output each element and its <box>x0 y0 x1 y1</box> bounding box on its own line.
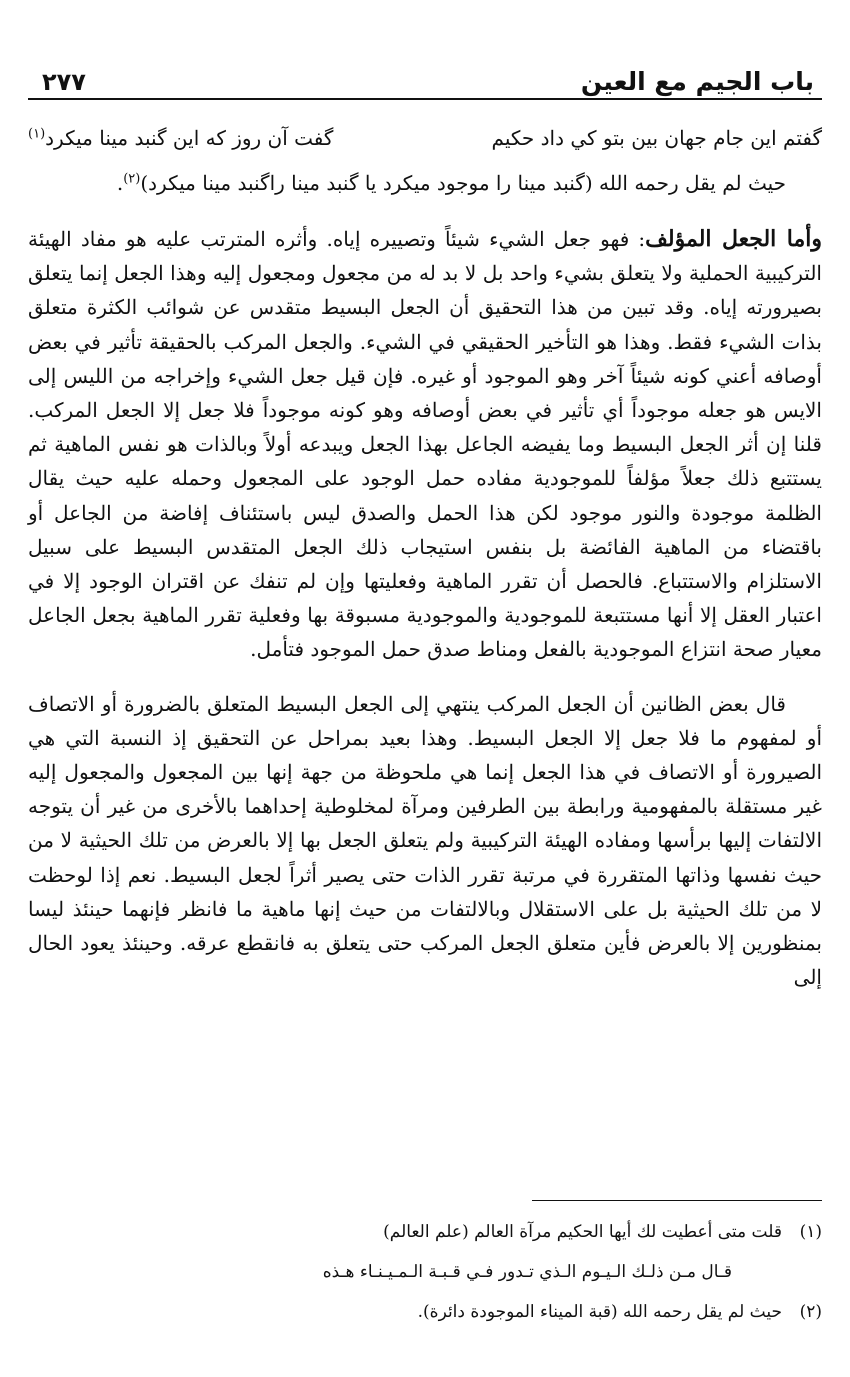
header-rule <box>28 98 822 100</box>
footnote-ref-2: (٢) <box>123 171 141 187</box>
main-paragraph-text: : فهو جعل الشيء شيئاً وتصييره إياه. وأثره المترتب عليه هو مفاد الهيئة التركيبية الحملية ولا يتعلق بشيء واحد بل لا بد له من مجعول ومجعول إليه وهذا الجعل إنما يتعلق بصيرورته إياه. وقد تبين من هذا التحقيق أن الجعل البسيط متقدس عن شوائب الكثرة متعلق بذات الشيء فقط. وهذا هو التأخير الحقيقي في الشيء. والجعل المركب بالحقيقة تأثير في بعض أوصافه أعني كونه شيئاً آخر وهو الموجود أو غيره. فإن قيل جعل الشيء وإخراجه من الليس إلى الايس هو جعله موجوداً أي تأثير في بعض أوصافه وهو كونه موجوداً فلا جعل إلا الجعل المركب. قلنا إن أثر الجعل البسيط وما يفيضه الجاعل بهذا الجعل ويبدعه أولاً وبالذات هو نفس الماهية ثم يستتبع ذلك جعلاً مؤلفاً للموجودية مفاده حمل الوجود على المجعول وحمله عليه حيث يقال الظلمة موجودة والنور موجود لكن هذا الحمل والصدق ليس باستئناف إفاضة من الجاعل أو باقتضاء من الماهية الفائضة بل بنفس استيجاب ذلك الجعل المتقدس البسيط على سبيل الاستلزام والاستتباع. فالحصل أن تقرر الماهية وفعليتها وإن لم تنفك عن اقتران الوجود إلا في اعتبار العقل إلا أنها مستتبعة للموجودية والموجودية مسبوقة بها وفعلية تقرر الماهية بجعل الجاعل معيار صحة انتزاع الموجودية بالفعل ومناط صدق حمل الموجود فتأمل. <box>28 227 822 662</box>
page-number: ٢٧٧ <box>42 68 86 96</box>
footnote-rule <box>532 1200 822 1201</box>
persian-verse <box>28 118 822 158</box>
quote-paragraph <box>28 164 822 202</box>
footnote-text: قلت متى أعطيت لك أيها الحكيم مرآة العالم (علم العالم) <box>383 1222 782 1242</box>
verse-left-text: گفت آن روز كه اين گنبد مينا ميكرد <box>45 126 334 150</box>
footnote-text: حيث لم يقل رحمه الله (قبة الميناء الموجودة دائرة). <box>417 1302 782 1322</box>
footnote-1 <box>28 1212 822 1252</box>
main-paragraph <box>28 222 822 667</box>
footnote-1-verse <box>28 1252 822 1292</box>
quote-paragraph-text: حيث لم يقل رحمه الله (گنبد مينا را موجود ميكرد يا گنبد مينا راگنبد مينا ميكرد) <box>140 171 786 195</box>
footnote-2 <box>28 1292 822 1332</box>
page-header <box>28 52 822 96</box>
verse-right-hemistich: گفتم اين جام جهان بين بتو كي داد حكيم <box>491 126 822 150</box>
second-paragraph: قال بعض الظانين أن الجعل المركب ينتهي إلى الجعل البسيط المتعلق بالضرورة أو الاتصاف أو لمفهوم ما فلا جعل إلا الجعل البسيط. وهذا بعيد بمراحل عن التحقيق إذ النسبة التي هي الصيرورة أو الاتصاف في هذا الجعل إنما هي ملحوظة من جهة إنها بين المجعول والمجعول إليه غير مستقلة بالمفهومية ورابطة بين الطرفين ومرآة لمخلوطية إحداهما بالأخرى من غير أن يتوجه الالتفات إليها برأسها ومفاده الهيئة التركيبية ولم يتعلق الجعل بها إلا بالعرض من تلك الحيثية لا من حيث نفسها وذاتها المتقررة في مرتبة تقرر الذات حتى يصير أثراً لجعل البسيط. نعم إذا لوحظت لا من تلك الحيثية بل على الاستقلال وبالالتفات من حيث إنها ماهية ما فانظر فإنهما حينئذ ليسا بمنظورين إلا بالعرض فأين متعلق الجعل المركب حتى يتعلق به فانقطع عرقه. وحينئذ يعود الحال إلى <box>28 691 822 990</box>
footnote-number: (٢) <box>799 1302 822 1322</box>
quote-paragraph-end: . <box>116 171 124 195</box>
footnote-number: (١) <box>799 1222 822 1242</box>
footnote-ref-1: (١) <box>28 126 46 142</box>
verse-left-hemistich <box>28 118 333 158</box>
running-head: باب الجيم مع العين <box>580 67 814 96</box>
footnote-text: قـال مـن ذلـك الـيـوم الـذي تـدور فـي قـبـة الـمـيـنـاء هـذه <box>322 1262 732 1282</box>
run-in-heading: وأما الجعل المؤلف <box>645 226 822 252</box>
footnotes <box>28 1212 822 1332</box>
body-text <box>28 118 822 994</box>
